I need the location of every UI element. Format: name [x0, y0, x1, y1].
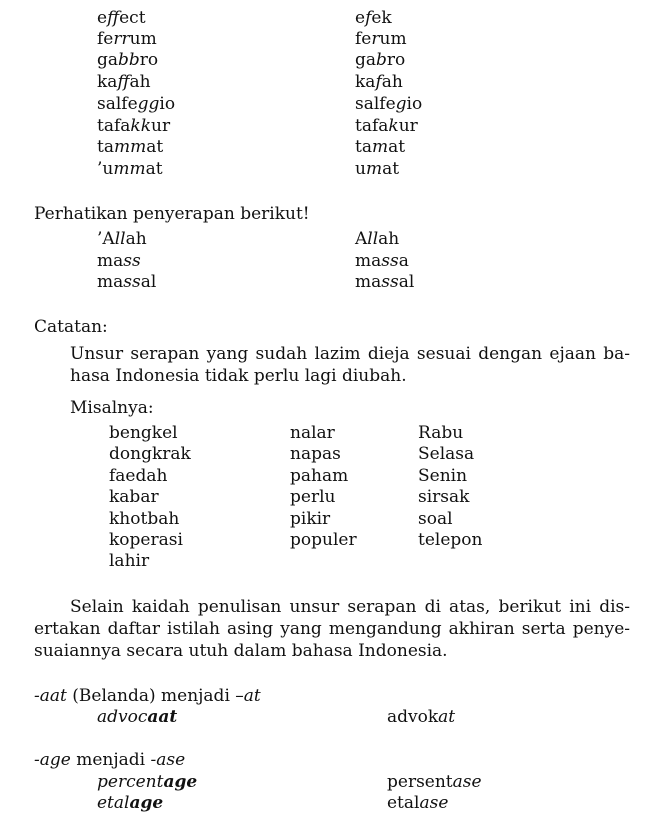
example-word: kabar: [109, 487, 159, 507]
example-word: Senin: [418, 466, 468, 486]
indonesian-term: tafakur: [355, 116, 418, 136]
rule-aat-heading: -aat (Belanda) menjadi –at: [34, 686, 261, 706]
foreign-term: advocaat: [97, 707, 178, 727]
example-word: soal: [418, 509, 453, 529]
foreign-term: ferrum: [97, 29, 157, 49]
pair-row: [0, 251, 656, 272]
foreign-term: ’ummat: [97, 159, 163, 179]
example-word: pikir: [290, 509, 331, 529]
example-word: lahir: [109, 551, 150, 571]
foreign-term: effect: [97, 8, 146, 28]
pair-row: [0, 29, 656, 50]
indonesian-term: etalase: [387, 793, 449, 813]
catatan-text: Unsur serapan yang sudah lazim dieja sesuai dengan ejaan ba- hasa Indonesia tidak perlu lagi diubah.: [70, 344, 630, 386]
example-word: khotbah: [109, 509, 180, 529]
foreign-term: kaffah: [97, 72, 151, 92]
pair-row: [0, 137, 656, 158]
foreign-term: percentage: [97, 772, 198, 792]
example-word: sirsak: [418, 487, 470, 507]
indonesian-term: persentase: [387, 772, 482, 792]
example-word: populer: [290, 530, 357, 550]
example-word: paham: [290, 466, 349, 486]
pair-row: [0, 707, 656, 728]
intro-paragraph: Selain kaidah penulisan unsur serapan di atas, berikut ini dis- ertakan daftar istilah asing yang mengandung akhiran serta penye- suaiannya secara utuh dalam bahasa Indonesia.: [34, 597, 630, 661]
foreign-term: ’Allah: [97, 229, 147, 249]
pair-row: [0, 272, 656, 293]
pair-row: [0, 116, 656, 137]
indonesian-term: massa: [355, 251, 409, 271]
indonesian-term: umat: [355, 159, 400, 179]
example-word: koperasi: [109, 530, 183, 550]
pair-row: [0, 159, 656, 180]
example-word: dongkrak: [109, 444, 191, 464]
indonesian-term: salfegio: [355, 94, 423, 114]
foreign-term: tafakkur: [97, 116, 171, 136]
foreign-term: mass: [97, 251, 141, 271]
example-word: Selasa: [418, 444, 475, 464]
indonesian-term: tamat: [355, 137, 406, 157]
example-word: Rabu: [418, 423, 464, 443]
example-word: faedah: [109, 466, 168, 486]
pair-row: [0, 72, 656, 93]
foreign-term: gabbro: [97, 50, 159, 70]
examples-grid: [0, 423, 656, 573]
foreign-term: salfeggio: [97, 94, 176, 114]
example-word: telepon: [418, 530, 483, 550]
pair-row: [0, 8, 656, 29]
misalnya-label: Misalnya:: [70, 398, 154, 418]
indonesian-term: efek: [355, 8, 392, 28]
foreign-term: etalage: [97, 793, 164, 813]
indonesian-term: gabro: [355, 50, 406, 70]
indonesian-term: kafah: [355, 72, 403, 92]
rule-age-heading: -age menjadi -ase: [34, 750, 186, 770]
foreign-term: massal: [97, 272, 157, 292]
example-word: perlu: [290, 487, 336, 507]
indonesian-term: advokat: [387, 707, 456, 727]
pair-row: [0, 50, 656, 71]
pair-row: [0, 229, 656, 250]
indonesian-term: ferum: [355, 29, 407, 49]
foreign-term: tammat: [97, 137, 164, 157]
perhatikan-heading: Perhatikan penyerapan berikut!: [34, 204, 310, 224]
indonesian-term: massal: [355, 272, 415, 292]
example-word: napas: [290, 444, 341, 464]
example-word: nalar: [290, 423, 335, 443]
example-word: bengkel: [109, 423, 178, 443]
indonesian-term: Allah: [355, 229, 400, 249]
pair-row: [0, 772, 656, 793]
pair-row: [0, 94, 656, 115]
pair-row: [0, 793, 656, 814]
catatan-heading: Catatan:: [34, 317, 108, 337]
